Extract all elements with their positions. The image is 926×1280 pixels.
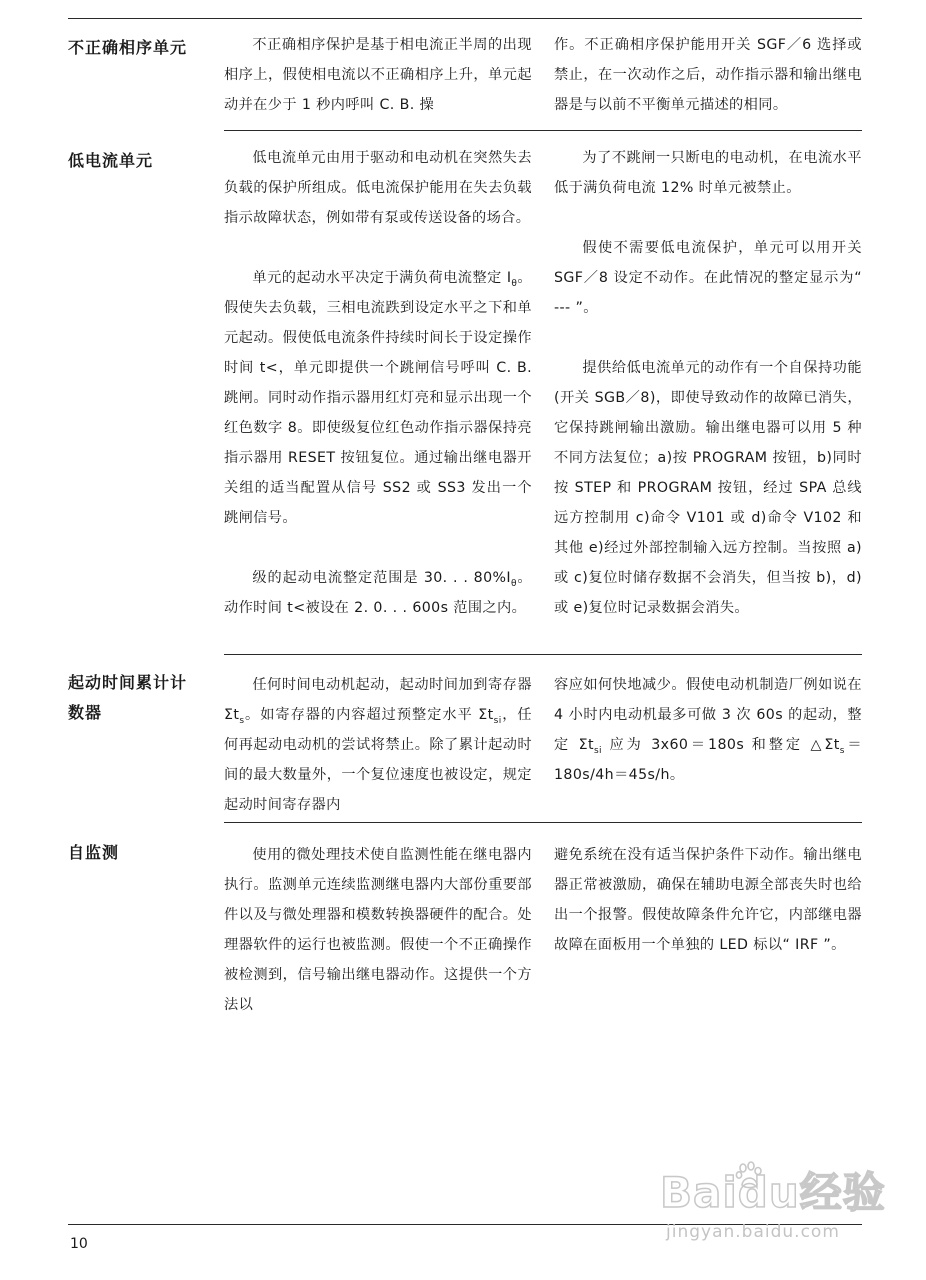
section-title-self-supervision: 自监测 bbox=[68, 843, 120, 862]
section-1-right-column bbox=[554, 30, 862, 120]
paragraph: 级的起动电流整定范围是 30. . . $80\%I_\theta$。动作时间 t<被设在 2. 0. . . 600s 范围之内。 bbox=[224, 570, 532, 616]
section-3-left-column bbox=[224, 670, 532, 820]
section-4-right-column bbox=[554, 840, 862, 960]
watermark-url: jingyan.baidu.com bbox=[666, 1222, 840, 1242]
section-title-undercurrent: 低电流单元 bbox=[68, 151, 154, 170]
baidu-paw-icon bbox=[734, 1160, 764, 1190]
watermark-brand: Baidu经验 bbox=[660, 1168, 886, 1217]
paragraph: 作。不正确相序保护能用开关 SGF／6 选择或禁止，在一次动作之后，动作指示器和输出继电器是与以前不平衡单元描述的相同。 bbox=[554, 37, 862, 113]
top-rule bbox=[68, 18, 862, 19]
paragraph: 避免系统在没有适当保护条件下动作。输出继电器正常被激励，确保在辅助电源全部丧失时也给出一个报警。假使故障条件允许它，内部继电器故障在面板用一个单独的 LED 标以“ IRF ”。 bbox=[554, 847, 862, 953]
section-4-left-column bbox=[224, 840, 532, 1020]
section-title-start-time-counter: 起动时间累计计数器 bbox=[68, 673, 188, 722]
paragraph: 不正确相序保护是基于相电流正半周的出现相序上，假使相电流以不正确相序上升，单元起动并在少于 1 秒内呼叫 C. B. 操 bbox=[224, 37, 532, 113]
baidu-watermark bbox=[660, 1160, 890, 1260]
paragraph: 为了不跳闸一只断电的电动机，在电流水平低于满负荷电流 12% 时单元被禁止。 bbox=[554, 150, 862, 196]
section-divider bbox=[224, 130, 862, 131]
section-divider bbox=[224, 654, 862, 655]
section-2-right-column bbox=[554, 143, 862, 623]
section-3-right-column bbox=[554, 670, 862, 790]
section-2-left-column bbox=[224, 143, 532, 623]
section-1-left-column bbox=[224, 30, 532, 120]
section-divider bbox=[224, 822, 862, 823]
paragraph: 单元的起动水平决定于满负荷电流整定 $I_\theta$。假使失去负载，三相电流跌到设定水平之下和单元起动。假使低电流条件持续时间长于设定操作时间 t<，单元即提供一个跳闸信号呼叫 C. B. 跳闸。同时动作指示器用红灯亮和显示出现一个红色数字 8。即使级复位红色动作指示器保持亮指示器用 RESET 按钮复位。通过输出继电器开关组的适当配置从信号 SS2 或 SS3 发出一个跳闸信号。 bbox=[224, 270, 533, 526]
paragraph: 任何时间电动机起动，起动时间加到寄存器 $\Sigma t_s$。如寄存器的内容超过预整定水平 $\Sigma t_{si}$，任何再起动电动机的尝试将禁止。除了累计起动时间的最大数量外，一个复位速度也被设定，规定起动时间寄存器内 bbox=[224, 677, 532, 813]
page-number: 10 bbox=[70, 1236, 88, 1252]
paragraph: 容应如何快地减少。假使电动机制造厂例如说在 4 小时内电动机最多可做 3 次 60s 的起动，整定 $\Sigma t_{si}$ 应为 3x60＝180s 和整定 $\triangle\Sigma t_s=180s/4h=45s/h$。 bbox=[554, 677, 863, 783]
paragraph: 假使不需要低电流保护，单元可以用开关 SGF／8 设定不动作。在此情况的整定显示为“ --- ”。 bbox=[554, 240, 862, 316]
paragraph: 使用的微处理技术使自监测性能在继电器内执行。监测单元连续监测继电器内大部份重要部件以及与微处理器和模数转换器硬件的配合。处理器软件的运行也被监测。假使一个不正确操作被检测到，信号输出继电器动作。这提供一个方法以 bbox=[224, 847, 532, 1013]
paragraph: 提供给低电流单元的动作有一个自保持功能(开关 SGB／8)，即使导致动作的故障已消失，它保持跳闸输出激励。输出继电器可以用 5 种不同方法复位；a)按 PROGRAM 按钮，b)同时按 STEP 和 PROGRAM 按钮，经过 SPA 总线远方控制用 c)命令 V101 或 d)命令 V102 和其他 e)经过外部控制输入远方控制。当按照 a)或 c)复位时储存数据不会消失，但当按 b)，d)或 e)复位时记录数据会消失。 bbox=[554, 360, 862, 616]
section-title-incorrect-phase-sequence: 不正确相序单元 bbox=[68, 38, 188, 57]
paragraph: 低电流单元由用于驱动和电动机在突然失去负载的保护所组成。低电流保护能用在失去负载指示故障状态，例如带有泵或传送设备的场合。 bbox=[224, 150, 532, 226]
